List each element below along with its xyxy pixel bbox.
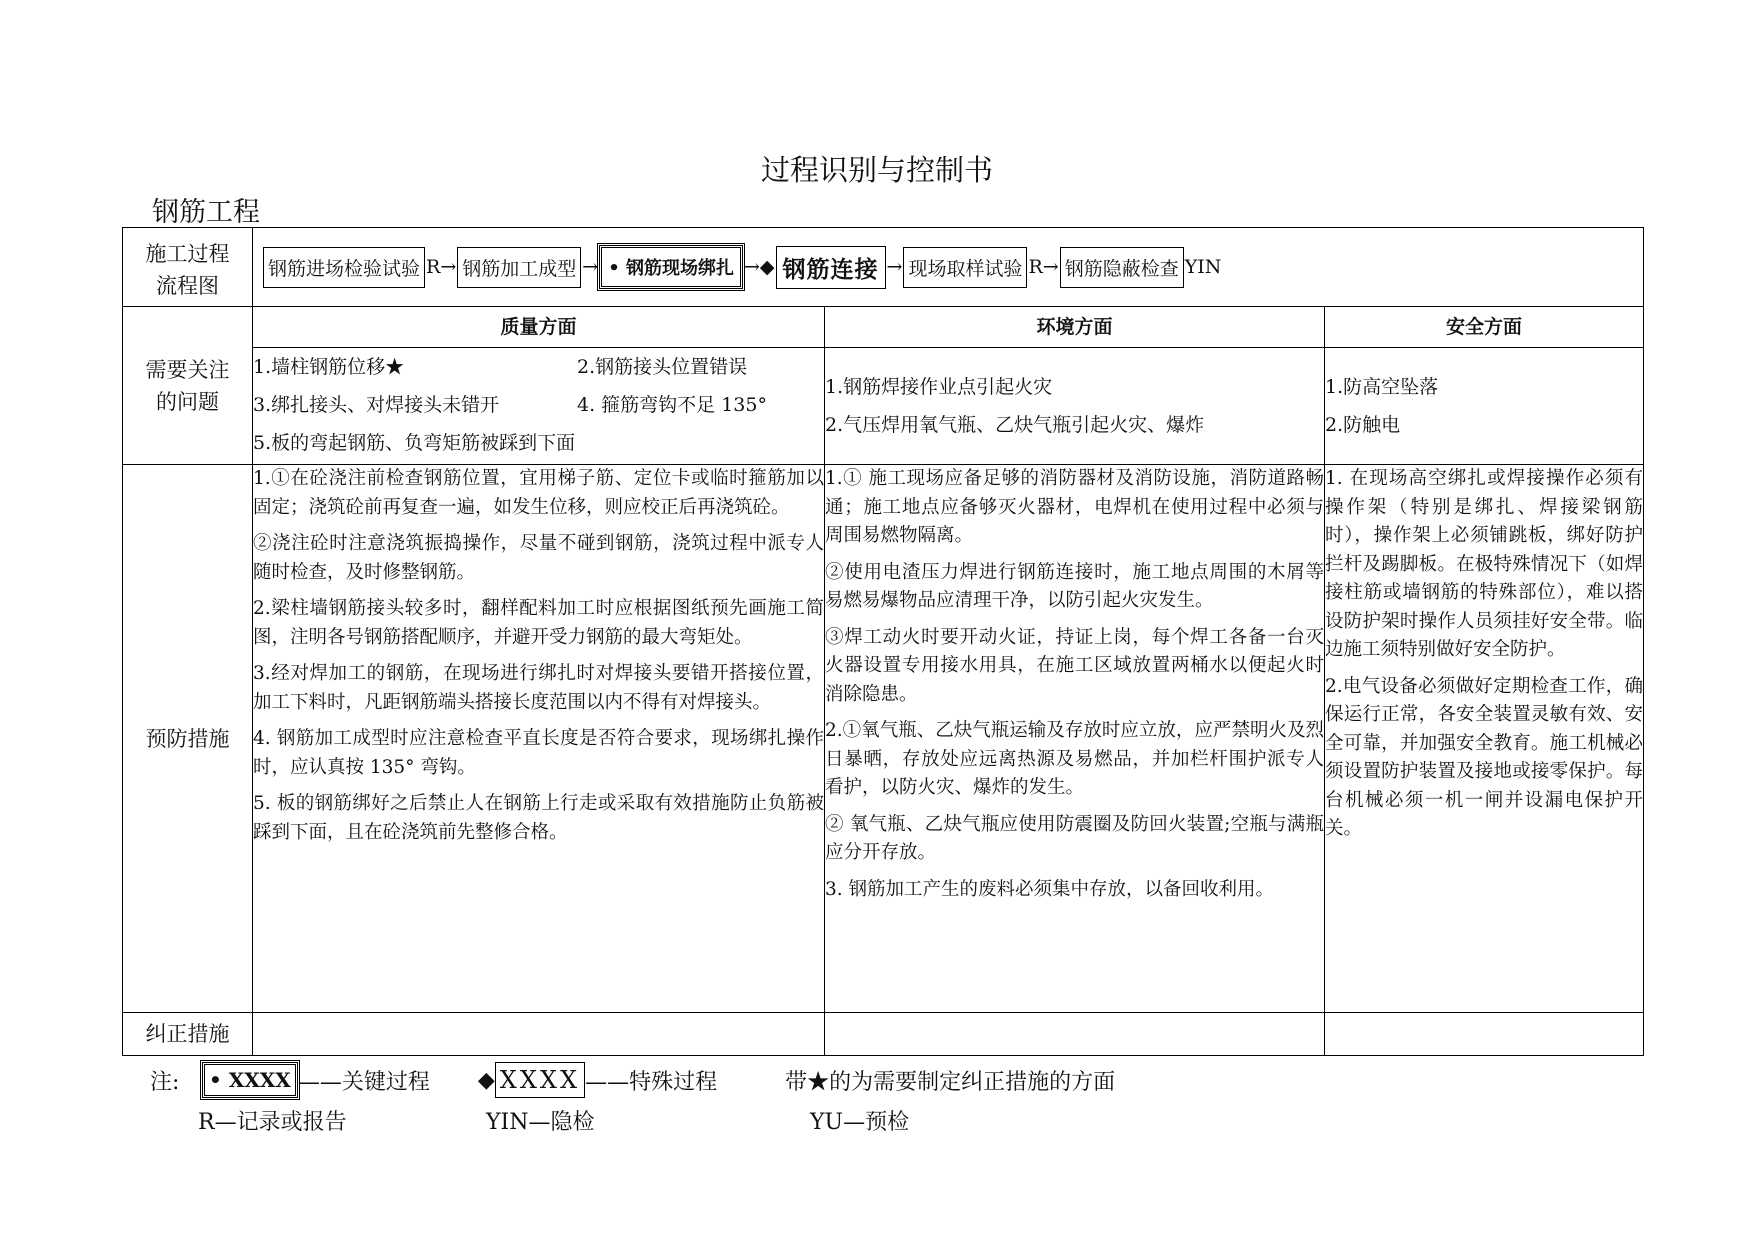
- row-label-correction: 纠正措施: [123, 1013, 253, 1056]
- issue-item: 2.气压焊用氧气瓶、乙炔气瓶引起火灾、爆炸: [825, 414, 1205, 436]
- flow-step-binding-key: • 钢筋现场绑扎: [599, 245, 743, 289]
- row-label-measures: 预防措施: [123, 465, 253, 1013]
- column-header-row: [123, 307, 1644, 348]
- legend-special-desc: ——特殊过程: [585, 1069, 718, 1095]
- measures-row: [123, 465, 1644, 1013]
- legend-star-desc: 带★的为需要制定纠正措施的方面: [785, 1069, 1116, 1095]
- flow-arrow: →: [886, 256, 903, 278]
- issue-item: 2.防触电: [1325, 414, 1401, 436]
- issues-safety: [1325, 348, 1644, 465]
- flow-step-fabrication: 钢筋加工成型: [457, 247, 581, 288]
- legend-special-box: XXXX: [495, 1062, 585, 1098]
- row-label-issues-text: 需要关注的问题: [145, 357, 230, 414]
- measure-paragraph: 2.①氧气瓶、乙炔气瓶运输及存放时应立放，应严禁明火及烈日暴晒，存放处应远离热源及易燃品，并加栏杆围护派专人看护，以防火灾、爆炸的发生。: [825, 720, 1324, 798]
- correction-environment: [825, 1013, 1325, 1056]
- measures-environment: [825, 465, 1325, 1013]
- flow-step-incoming-inspection: 钢筋进场检验试验: [263, 247, 425, 288]
- measure-paragraph: ③焊工动火时要开动火证，持证上岗，每个焊工各备一台灭火器设置专用接水用具，在施工区域放置两桶水以便起火时消除隐患。: [825, 626, 1324, 705]
- issue-item: 2.钢筋接头位置错误: [577, 356, 748, 378]
- measure-paragraph: 2.电气设备必须做好定期检查工作，确保运行正常，各安全装置灵敏有效、安全可靠，并加强安全教育。施工机械必须设置防护装置及接地或接零保护。每台机械必须一机一闸并设漏电保护开关。: [1325, 675, 1644, 839]
- measure-paragraph: 1. 在现场高空绑扎或焊接操作必须有操作架（特别是绑扎、焊接梁钢筋时），操作架上必须铺跳板，绑好防护拦杆及踢脚板。在极特殊情况下（如焊接柱筋或墙钢筋的特殊部位），难以搭设防护架时操作人员须挂好安全带。临边施工须特别做好安全防护。: [1325, 468, 1644, 660]
- flow-step-concealed-inspection: 钢筋隐蔽检查: [1060, 247, 1184, 288]
- issue-item: 1.墙柱钢筋位移★: [253, 356, 405, 378]
- issue-item: 3.绑扎接头、对焊接头未错开: [253, 394, 500, 416]
- column-header-environment: 环境方面: [825, 307, 1325, 348]
- page-title: 过程识别与控制书: [760, 153, 993, 187]
- measure-paragraph: 4. 钢筋加工成型时应注意检查平直长度是否符合要求，现场绑扎操作时，应认真按 135° 弯钩。: [253, 728, 824, 778]
- correction-safety: [1325, 1013, 1644, 1056]
- issue-item: 1.钢筋焊接作业点引起火灾: [825, 376, 1053, 398]
- issues-environment: [825, 348, 1325, 465]
- flow-step-sampling-test: 现场取样试验: [903, 247, 1027, 288]
- measure-paragraph: 3.经对焊加工的钢筋，在现场进行绑扎时对焊接头要错开搭接位置，加工下料时，凡距钢筋端头搭接长度范围以内不得有对焊接头。: [253, 663, 824, 713]
- notes-prefix: 注:: [150, 1069, 180, 1095]
- legend-special-marker: ◆: [477, 1067, 495, 1093]
- legend-r-desc: R—记录或报告: [198, 1109, 347, 1135]
- correction-quality: [253, 1013, 825, 1056]
- measure-paragraph: ②使用电渣压力焊进行钢筋连接时，施工地点周围的木屑等易燃易爆物品应清理干净，以防引起火灾发生。: [825, 561, 1324, 611]
- measure-paragraph: ②浇注砼时注意浇筑振捣操作，尽量不碰到钢筋，浇筑过程中派专人随时检查，及时修整钢筋。: [253, 533, 824, 583]
- measures-quality: [253, 465, 825, 1013]
- flow-mark-record: R→: [426, 256, 457, 278]
- flow-chart: [253, 228, 1644, 307]
- flow-step-connection-special: 钢筋连接: [776, 246, 886, 289]
- issue-item: 4. 箍筋弯钩不足 135°: [577, 394, 767, 416]
- issue-item: 1.防高空坠落: [1325, 376, 1439, 398]
- legend-yin-desc: YIN—隐检: [486, 1109, 595, 1135]
- legend-yu-desc: YU—预检: [810, 1109, 910, 1135]
- row-label-issues: [123, 307, 253, 465]
- flow-arrow: →: [582, 256, 599, 278]
- section-title: 钢筋工程: [152, 197, 260, 228]
- column-header-quality: 质量方面: [253, 307, 825, 348]
- legend-key-box: • XXXX: [202, 1062, 298, 1098]
- legend-notes: [150, 1060, 1115, 1140]
- measure-paragraph: 3. 钢筋加工产生的废料必须集中存放，以备回收利用。: [825, 878, 1275, 900]
- flow-arrow-special: →◆: [743, 256, 775, 278]
- column-header-safety: 安全方面: [1325, 307, 1644, 348]
- flow-mark-yin: YIN: [1184, 256, 1222, 278]
- flow-mark-record: R→: [1028, 256, 1059, 278]
- measure-paragraph: 5. 板的钢筋绑好之后禁止人在钢筋上行走或采取有效措施防止负筋被踩到下面，且在砼浇筑前先整修合格。: [253, 793, 824, 843]
- measure-paragraph: 2.梁柱墙钢筋接头较多时，翻样配料加工时应根据图纸预先画施工简图，注明各号钢筋搭配顺序，并避开受力钢筋的最大弯矩处。: [253, 598, 824, 648]
- measure-paragraph: 1.①在砼浇注前检查钢筋位置，宜用梯子筋、定位卡或临时箍筋加以固定；浇筑砼前再复查一遍，如发生位移，则应校正后再浇筑砼。: [253, 468, 824, 518]
- issue-item: 5.板的弯起钢筋、负弯矩筋被踩到下面: [253, 432, 576, 454]
- measure-paragraph: 1.① 施工现场应备足够的消防器材及消防设施，消防道路畅通；施工地点应备够灭火器材，电焊机在使用过程中必须与周围易燃物隔离。: [825, 468, 1324, 546]
- correction-row: [123, 1013, 1644, 1056]
- row-label-flow-text: 施工过程流程图: [145, 242, 230, 298]
- legend-key-desc: ——关键过程: [297, 1069, 430, 1095]
- measure-paragraph: ② 氧气瓶、乙炔气瓶应使用防震圈及防回火装置;空瓶与满瓶应分开存放。: [825, 813, 1324, 863]
- issues-row: [123, 348, 1644, 465]
- measures-safety: [1325, 465, 1644, 1013]
- control-table: [122, 227, 1644, 1056]
- flow-row: [123, 228, 1644, 307]
- issues-quality: [253, 348, 825, 465]
- row-label-flow: [123, 228, 253, 307]
